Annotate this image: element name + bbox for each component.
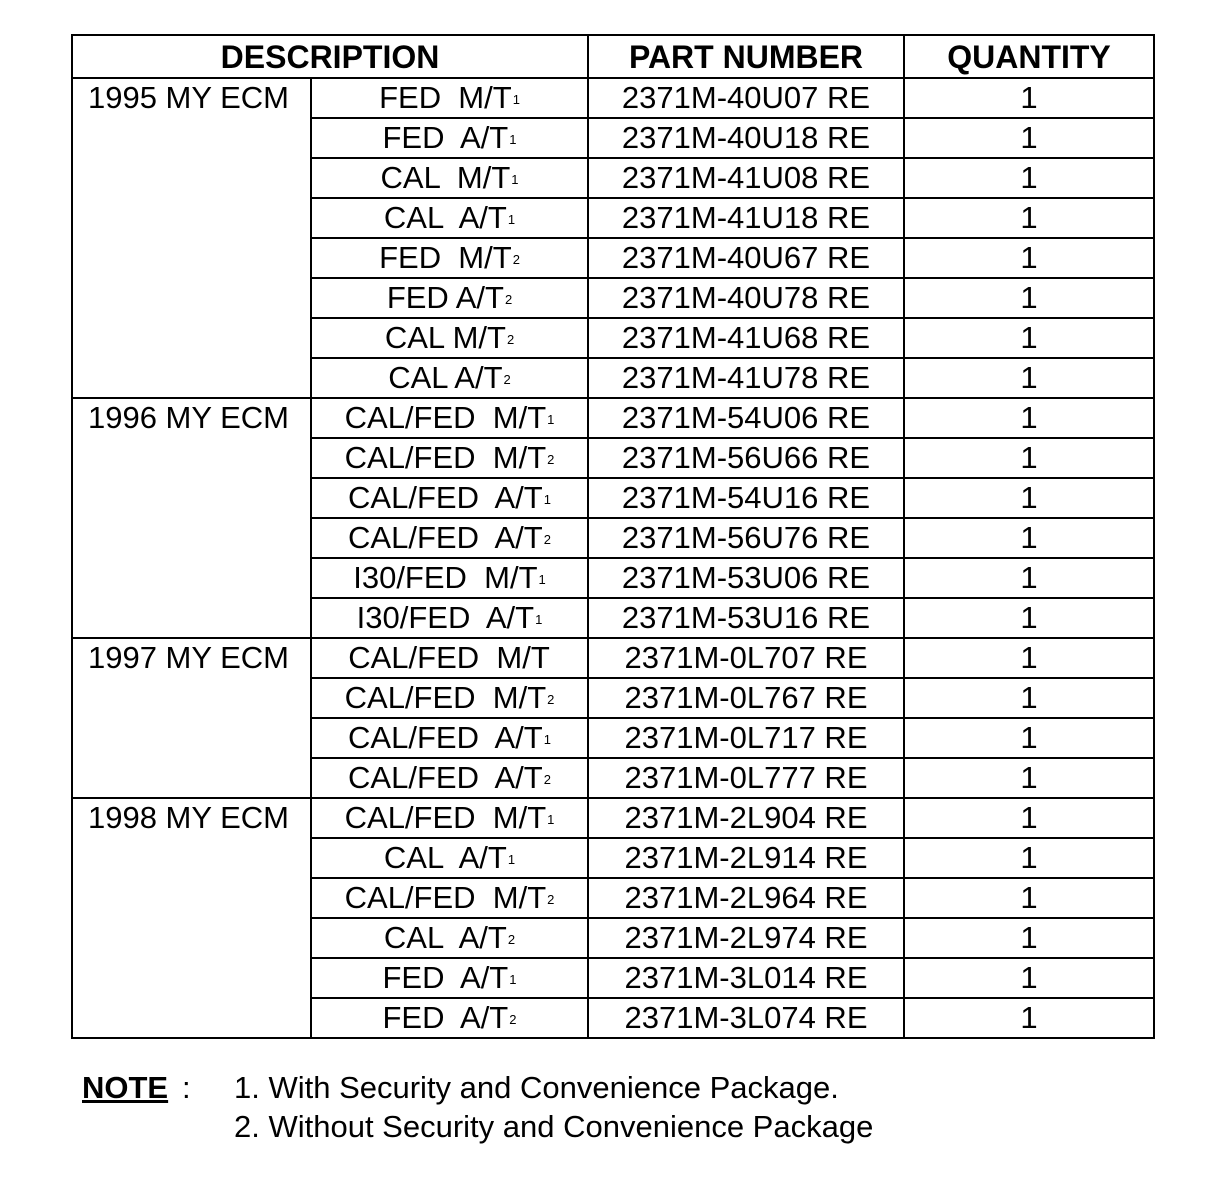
part-number-cell: 2371M-2L974 RE: [588, 918, 904, 958]
model-year-label: 1995 MY ECM: [87, 80, 289, 115]
footnote-marker: 1: [543, 732, 551, 747]
part-number-cell: 2371M-40U78 RE: [588, 278, 904, 318]
quantity-cell: 1: [904, 238, 1154, 278]
note-colon: :: [182, 1070, 191, 1105]
part-number-cell: 2371M-56U66 RE: [588, 438, 904, 478]
footnote-marker: 2: [512, 252, 520, 267]
footnote-marker: 1: [547, 812, 555, 827]
part-number-cell: 2371M-2L914 RE: [588, 838, 904, 878]
part-number-cell: 2371M-40U18 RE: [588, 118, 904, 158]
part-number-cell: 2371M-0L707 RE: [588, 638, 904, 678]
description-text: FED A/T: [382, 120, 509, 155]
quantity-cell: 1: [904, 638, 1154, 678]
quantity-cell: 1: [904, 78, 1154, 118]
part-number-cell: 2371M-54U06 RE: [588, 398, 904, 438]
part-number-cell: 2371M-3L074 RE: [588, 998, 904, 1038]
footnote-marker: 2: [547, 692, 555, 707]
quantity-cell: 1: [904, 758, 1154, 798]
description-text: I30/FED M/T: [353, 560, 538, 595]
description-cell: [311, 518, 588, 558]
part-number-cell: 2371M-53U16 RE: [588, 598, 904, 638]
quantity-cell: 1: [904, 878, 1154, 918]
part-number-cell: 2371M-0L777 RE: [588, 758, 904, 798]
footnote-marker: 2: [504, 292, 513, 307]
table-row: [72, 398, 1154, 438]
description-text: CAL/FED M/T: [344, 440, 547, 475]
description-text: FED A/T: [382, 960, 509, 995]
quantity-cell: 1: [904, 838, 1154, 878]
model-year-label: 1997 MY ECM: [87, 640, 289, 675]
quantity-cell: 1: [904, 358, 1154, 398]
table-row: [72, 78, 1154, 118]
description-cell: [311, 158, 588, 198]
description-cell: [311, 558, 588, 598]
description-cell: [311, 638, 588, 678]
description-text: CAL M/T: [380, 160, 511, 195]
quantity-cell: 1: [904, 998, 1154, 1038]
part-number-cell: 2371M-0L717 RE: [588, 718, 904, 758]
description-text: CAL/FED M/T: [344, 880, 547, 915]
quantity-cell: 1: [904, 598, 1154, 638]
footnote-marker: 1: [535, 612, 543, 627]
description-text: CAL A/T: [388, 360, 503, 395]
footnotes: [82, 1068, 874, 1144]
description-cell: [311, 998, 588, 1038]
quantity-cell: 1: [904, 918, 1154, 958]
part-number-cell: 2371M-54U16 RE: [588, 478, 904, 518]
footnote-marker: 2: [543, 532, 551, 547]
footnote-marker: 1: [512, 92, 520, 107]
description-text: CAL/FED M/T: [344, 400, 547, 435]
description-text: FED A/T: [386, 280, 504, 315]
footnote-marker: 2: [547, 452, 555, 467]
description-cell: [311, 478, 588, 518]
quantity-cell: 1: [904, 438, 1154, 478]
footnote-marker: 1: [507, 852, 516, 867]
description-text: CAL/FED M/T: [344, 800, 547, 835]
part-number-cell: 2371M-40U07 RE: [588, 78, 904, 118]
description-cell: [311, 718, 588, 758]
description-text: FED M/T: [379, 80, 512, 115]
footnote-marker: 1: [507, 212, 516, 227]
table-row: [72, 798, 1154, 838]
quantity-cell: 1: [904, 518, 1154, 558]
description-text: CAL A/T: [383, 920, 507, 955]
header-part-number: PART NUMBER: [588, 35, 904, 78]
description-cell: [311, 878, 588, 918]
parts-table-body: [72, 78, 1154, 1038]
quantity-cell: 1: [904, 958, 1154, 998]
description-text: I30/FED A/T: [356, 600, 535, 635]
part-number-cell: 2371M-0L767 RE: [588, 678, 904, 718]
description-cell: [311, 78, 588, 118]
footnote-marker: 2: [503, 372, 511, 387]
description-cell: [311, 398, 588, 438]
description-cell: [311, 318, 588, 358]
description-text: FED A/T: [382, 1000, 509, 1035]
footnote-marker: 2: [507, 932, 516, 947]
quantity-cell: 1: [904, 198, 1154, 238]
table-row: [72, 638, 1154, 678]
description-cell: [311, 598, 588, 638]
description-text: CAL/FED A/T: [348, 760, 543, 795]
quantity-cell: 1: [904, 718, 1154, 758]
footnote-marker: 1: [509, 972, 517, 987]
part-number-cell: 2371M-53U06 RE: [588, 558, 904, 598]
quantity-cell: 1: [904, 478, 1154, 518]
model-year-cell: [72, 398, 311, 638]
quantity-cell: 1: [904, 118, 1154, 158]
quantity-cell: 1: [904, 278, 1154, 318]
header-row: [72, 35, 1154, 78]
description-text: CAL/FED M/T: [348, 640, 550, 675]
quantity-cell: 1: [904, 678, 1154, 718]
part-number-cell: 2371M-41U18 RE: [588, 198, 904, 238]
quantity-cell: 1: [904, 798, 1154, 838]
description-text: CAL/FED A/T: [348, 520, 543, 555]
description-text: CAL M/T: [384, 320, 506, 355]
footnote-marker: 2: [506, 332, 515, 347]
parts-table: [71, 34, 1155, 1039]
note-label: [82, 1068, 232, 1107]
description-text: FED M/T: [379, 240, 512, 275]
note-item-2: 2. Without Security and Convenience Package: [234, 1109, 874, 1144]
header-description: DESCRIPTION: [72, 35, 588, 78]
description-cell: [311, 358, 588, 398]
footnote-marker: 1: [509, 132, 517, 147]
model-year-cell: [72, 798, 311, 1038]
note-label-text: NOTE: [82, 1070, 169, 1105]
description-cell: [311, 438, 588, 478]
description-text: CAL A/T: [383, 840, 507, 875]
model-year-cell: [72, 638, 311, 798]
description-cell: [311, 238, 588, 278]
description-cell: [311, 918, 588, 958]
footnote-marker: 2: [547, 892, 555, 907]
description-cell: [311, 198, 588, 238]
quantity-cell: 1: [904, 158, 1154, 198]
description-cell: [311, 838, 588, 878]
part-number-cell: 2371M-40U67 RE: [588, 238, 904, 278]
header-quantity: QUANTITY: [904, 35, 1154, 78]
description-cell: [311, 678, 588, 718]
note-items: [234, 1068, 873, 1146]
model-year-label: 1996 MY ECM: [87, 400, 289, 435]
model-year-label: 1998 MY ECM: [87, 800, 289, 835]
description-cell: [311, 958, 588, 998]
description-cell: [311, 278, 588, 318]
footnote-marker: 2: [509, 1012, 517, 1027]
description-text: CAL/FED A/T: [348, 720, 543, 755]
quantity-cell: 1: [904, 558, 1154, 598]
part-number-cell: 2371M-3L014 RE: [588, 958, 904, 998]
quantity-cell: 1: [904, 318, 1154, 358]
description-text: CAL/FED M/T: [344, 680, 547, 715]
part-number-cell: 2371M-41U68 RE: [588, 318, 904, 358]
model-year-cell: [72, 78, 311, 398]
quantity-cell: 1: [904, 398, 1154, 438]
note-item-1: 1. With Security and Convenience Package.: [234, 1070, 839, 1105]
part-number-cell: 2371M-2L964 RE: [588, 878, 904, 918]
part-number-cell: 2371M-56U76 RE: [588, 518, 904, 558]
part-number-cell: 2371M-41U78 RE: [588, 358, 904, 398]
description-text: CAL A/T: [383, 200, 507, 235]
footnote-marker: 2: [543, 772, 551, 787]
footnote-marker: 1: [547, 412, 555, 427]
part-number-cell: 2371M-41U08 RE: [588, 158, 904, 198]
description-cell: [311, 118, 588, 158]
description-cell: [311, 758, 588, 798]
footnote-marker: 1: [538, 572, 546, 587]
description-cell: [311, 798, 588, 838]
part-number-cell: 2371M-2L904 RE: [588, 798, 904, 838]
footnote-marker: 1: [511, 172, 519, 187]
description-text: CAL/FED A/T: [348, 480, 543, 515]
footnote-marker: 1: [543, 492, 551, 507]
